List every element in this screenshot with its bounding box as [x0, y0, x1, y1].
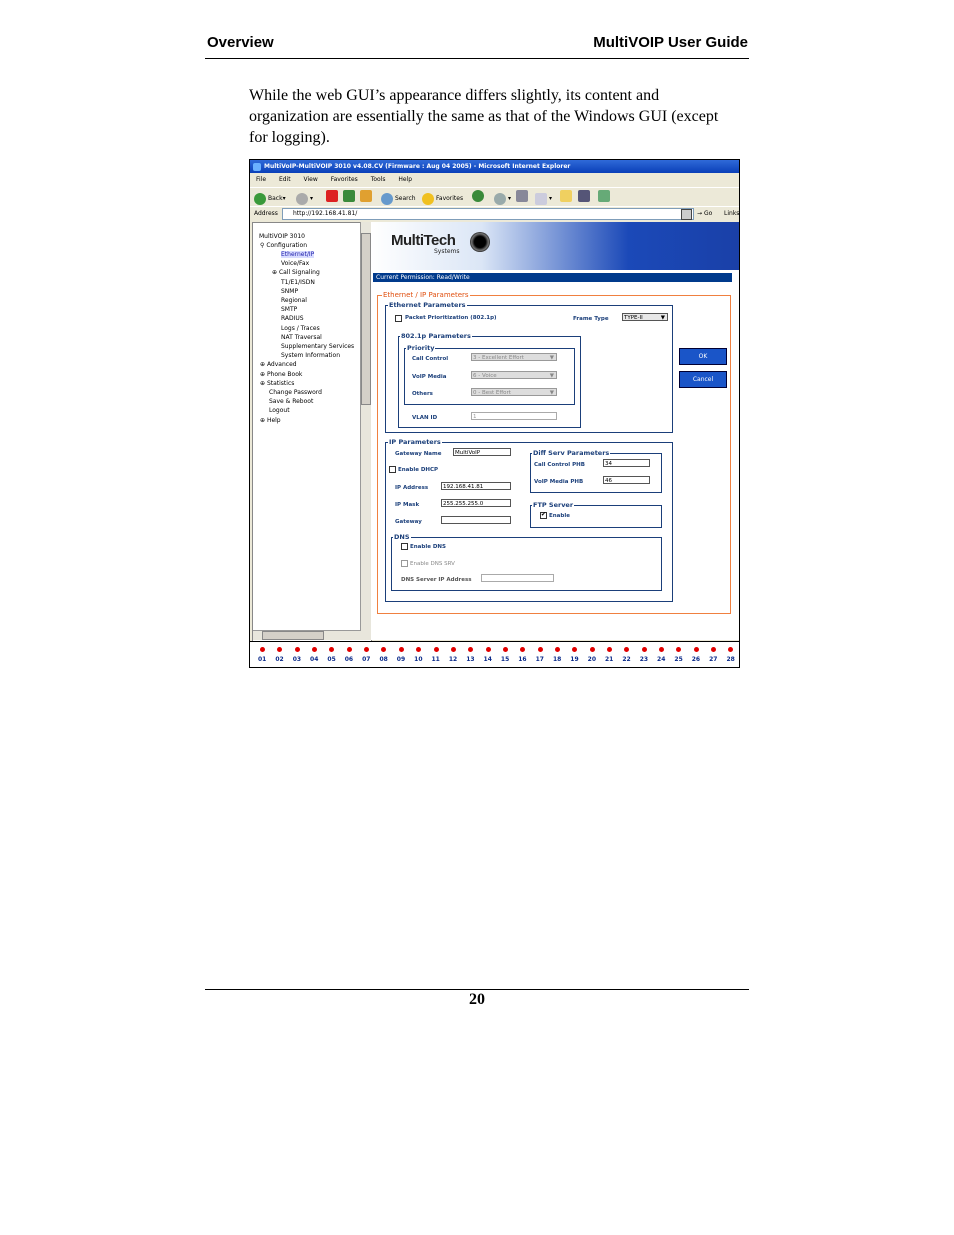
browser-toolbar	[250, 187, 739, 205]
star-icon	[422, 193, 434, 205]
ip-parameters-title: IP Parameters	[389, 438, 441, 446]
channel-number: 01	[258, 656, 267, 663]
enable-dns-label: Enable DNS	[410, 544, 446, 550]
priority-title: Priority	[407, 344, 435, 352]
enable-dhcp-checkbox[interactable]	[389, 466, 396, 473]
menu-bar	[250, 174, 739, 186]
channel-number: 21	[605, 656, 614, 663]
ip-mask-label: IP Mask	[395, 502, 420, 508]
print-button[interactable]	[516, 190, 530, 202]
call-control-phb-label: Call Control PHB	[534, 462, 585, 468]
word-icon	[535, 193, 547, 205]
channel-led-icon	[642, 647, 647, 652]
channel-led-icon	[329, 647, 334, 652]
call-control-phb-input[interactable]: 34	[603, 459, 650, 467]
menu-view[interactable]: View	[303, 176, 318, 183]
channel-number: 07	[362, 656, 371, 663]
call-control-select[interactable]: 3 - Excellent Effort ▼	[471, 353, 557, 361]
permission-bar: Current Permission: Read/Write	[373, 273, 732, 282]
stop-button[interactable]	[326, 190, 340, 202]
forward-arrow-icon	[296, 193, 308, 205]
channel-number: 13	[466, 656, 475, 663]
tree-item-nat-traversal[interactable]: NAT Traversal	[281, 334, 322, 341]
tree-item-voice-fax[interactable]: Voice/Fax	[281, 260, 310, 267]
call-control-label: Call Control	[412, 356, 449, 362]
dns-server-ip-label: DNS Server IP Address	[401, 577, 472, 583]
multitech-globe-icon	[470, 232, 490, 252]
browser-title: MultiVoIP-MultiVOIP 3010 v4.08.CV (Firmware : Aug 04 2005) - Microsoft Internet Explorer	[264, 163, 571, 170]
brand-logo: MultiTech	[391, 232, 456, 249]
address-bar	[250, 206, 739, 220]
web-gui-screenshot	[249, 159, 740, 668]
favorites-button[interactable]: Favorites	[422, 190, 463, 207]
channel-number: 19	[570, 656, 579, 663]
channel-number: 27	[709, 656, 718, 663]
channel-number: 22	[622, 656, 631, 663]
channel-number: 10	[414, 656, 423, 663]
tree-item-system-information[interactable]: System Information	[281, 352, 341, 359]
voip-media-phb-input[interactable]: 46	[603, 476, 650, 484]
ip-mask-input[interactable]: 255.255.255.0	[441, 499, 511, 507]
channel-number: 03	[292, 656, 302, 663]
channel-number: 28	[726, 656, 735, 663]
ok-button[interactable]: OK	[679, 348, 727, 365]
edit-button[interactable]: ▾	[535, 190, 552, 207]
gateway-name-label: Gateway Name	[395, 451, 442, 457]
ftp-enable-checkbox[interactable]	[540, 512, 547, 519]
channel-number: 08	[379, 656, 388, 663]
header-rule	[205, 58, 749, 59]
chevron-down-icon: ▼	[549, 390, 554, 396]
channel-led-icon	[624, 647, 629, 652]
tree-item-call-signaling[interactable]: ⊕ Call Signaling	[272, 269, 320, 276]
intro-paragraph: While the web GUI’s appearance differs slightly, its content and organization are essentially the same as that of the Windows GUI (except for logging).	[249, 87, 719, 146]
gateway-name-input[interactable]: MultiVoIP	[453, 448, 511, 456]
tools-button[interactable]	[598, 190, 612, 202]
gateway-label: Gateway	[395, 519, 422, 525]
channel-led-icon	[312, 647, 317, 652]
tree-item-regional[interactable]: Regional	[281, 297, 307, 304]
tree-item-help[interactable]: ⊕ Help	[260, 417, 281, 424]
channel-led-icon	[503, 647, 508, 652]
frame-type-label: Frame Type	[573, 316, 609, 322]
brand-logo-sub: Systems	[434, 248, 460, 255]
mail-button[interactable]: ▾	[494, 190, 511, 207]
channel-number: 16	[518, 656, 527, 663]
channel-led-icon	[676, 647, 681, 652]
tree-item-logs-traces[interactable]: Logs / Traces	[281, 325, 320, 332]
tree-vertical-scroll-thumb[interactable]	[361, 233, 371, 405]
back-arrow-icon	[254, 193, 266, 205]
channel-led-icon	[486, 647, 491, 652]
tree-item-save-reboot[interactable]: Save & Reboot	[269, 398, 314, 405]
tree-item-t1e1isdn[interactable]: T1/E1/ISDN	[281, 279, 315, 286]
channel-number: 24	[657, 656, 666, 663]
tree-item-logout[interactable]: Logout	[269, 407, 290, 414]
tree-item-configuration[interactable]: ⚲ Configuration	[260, 242, 308, 249]
channel-led-icon	[711, 647, 716, 652]
gateway-input[interactable]	[441, 516, 511, 524]
address-input[interactable]: http://192.168.41.81/	[282, 208, 694, 220]
channel-led-icon	[694, 647, 699, 652]
channel-led-icon	[555, 647, 560, 652]
home-button[interactable]	[360, 190, 374, 202]
tree-item-supplementary-services[interactable]: Supplementary Services	[281, 343, 355, 350]
channel-led-icon	[451, 647, 456, 652]
voip-media-select[interactable]: 6 - Voice ▼	[471, 371, 557, 379]
tree-item-change-password[interactable]: Change Password	[269, 389, 322, 396]
dot1p-parameters-title: 802.1p Parameters	[401, 332, 471, 340]
channel-number: 23	[639, 656, 649, 663]
channel-number: 11	[431, 656, 440, 663]
tree-item-phone-book[interactable]: ⊕ Phone Book	[260, 371, 303, 378]
channel-led-icon	[277, 647, 282, 652]
voip-media-label: VoIP Media	[412, 374, 447, 380]
tree-horizontal-scroll-thumb[interactable]	[262, 631, 324, 640]
panel-title: Ethernet / IP Parameters	[383, 291, 469, 299]
running-header-right: MultiVOIP User Guide	[593, 34, 748, 51]
tools-icon	[598, 190, 610, 202]
channel-led-icon	[295, 647, 300, 652]
folder-icon	[560, 190, 572, 202]
menu-file[interactable]: File	[256, 176, 267, 183]
address-label: Address	[254, 210, 278, 217]
frame-type-select[interactable]: TYPE-II ▼	[622, 313, 668, 321]
others-select[interactable]: 0 - Best Effort ▼	[471, 388, 557, 396]
channel-number: 04	[310, 656, 319, 663]
forward-button[interactable]: ▾	[296, 190, 313, 207]
channel-led-icon	[381, 647, 386, 652]
tree-item-smtp[interactable]: SMTP	[281, 306, 298, 313]
enable-dhcp-label: Enable DHCP	[398, 467, 439, 473]
voip-media-phb-label: VoIP Media PHB	[534, 479, 584, 485]
back-button[interactable]: Back ▾	[254, 190, 286, 207]
menu-favorites[interactable]: Favorites	[330, 176, 358, 183]
channel-number: 20	[587, 656, 596, 663]
channel-led-icon	[538, 647, 543, 652]
dns-title: DNS	[394, 533, 410, 541]
channel-number: 17	[535, 656, 544, 663]
ie-icon	[253, 163, 261, 171]
vlan-id-label: VLAN ID	[412, 415, 438, 421]
channel-number: 06	[344, 656, 354, 663]
footer-rule	[205, 989, 749, 990]
channel-number: 25	[674, 656, 683, 663]
channel-led-icon	[434, 647, 439, 652]
ethernet-parameters-title: Ethernet Parameters	[389, 301, 466, 309]
media-icon	[472, 190, 484, 202]
ip-address-input[interactable]: 192.168.41.81	[441, 482, 511, 490]
channel-number: 02	[275, 656, 284, 663]
channel-led-icon	[399, 647, 404, 652]
packet-prioritization-checkbox[interactable]	[395, 315, 402, 322]
ip-address-label: IP Address	[395, 485, 429, 491]
browser-titlebar	[250, 160, 739, 173]
channel-led-icon	[347, 647, 352, 652]
running-header-left: Overview	[207, 34, 274, 51]
vlan-id-input[interactable]: 1	[471, 412, 557, 420]
menu-help[interactable]: Help	[398, 176, 413, 183]
channel-status-bar	[250, 641, 739, 668]
menu-tools[interactable]: Tools	[370, 176, 386, 183]
channel-number: 05	[327, 656, 336, 663]
channel-number: 12	[448, 656, 458, 663]
chevron-down-icon: ▼	[549, 373, 554, 379]
chevron-down-icon: ▼	[660, 315, 665, 321]
tree-item-statistics[interactable]: ⊕ Statistics	[260, 380, 295, 387]
address-dropdown-arrow-icon[interactable]	[681, 209, 692, 220]
diff-serv-title: Diff Serv Parameters	[533, 449, 610, 457]
refresh-icon	[343, 190, 355, 202]
others-label: Others	[412, 391, 433, 397]
content-frame	[371, 222, 739, 640]
page-number: 20	[469, 991, 485, 1008]
go-button[interactable]: → Go	[697, 210, 713, 217]
enable-dns-checkbox[interactable]	[401, 543, 408, 550]
channel-led-icon	[260, 647, 265, 652]
packet-prioritization-label: Packet Prioritization (802.1p)	[405, 315, 497, 321]
channel-led-icon	[416, 647, 421, 652]
cancel-button[interactable]: Cancel	[679, 371, 727, 388]
channel-number: 15	[500, 656, 510, 663]
tree-item-radius[interactable]: RADIUS	[281, 315, 304, 322]
links-button[interactable]: Links	[724, 210, 740, 217]
messenger-icon	[578, 190, 590, 202]
tree-item-snmp[interactable]: SNMP	[281, 288, 299, 295]
channel-led-icon	[468, 647, 473, 652]
messenger-button[interactable]	[578, 190, 592, 202]
menu-edit[interactable]: Edit	[278, 176, 291, 183]
channel-led-icon	[659, 647, 664, 652]
channel-number: 18	[552, 656, 562, 663]
channel-led-icon	[364, 647, 369, 652]
channel-led-icon	[572, 647, 577, 652]
ftp-server-title: FTP Server	[533, 501, 574, 509]
chevron-down-icon: ▼	[549, 355, 554, 361]
enable-dns-srv-label: Enable DNS SRV	[410, 561, 455, 567]
channel-led-icon	[590, 647, 595, 652]
tree-root[interactable]: MultiVOIP 3010	[259, 233, 305, 240]
channel-led-icon	[728, 647, 733, 652]
tree-item-ethernet-ip[interactable]: Ethernet/IP	[281, 251, 315, 258]
ftp-enable-label: Enable	[549, 513, 570, 519]
search-icon	[381, 193, 393, 205]
channel-led-icon	[607, 647, 612, 652]
tree-item-advanced[interactable]: ⊕ Advanced	[260, 361, 297, 368]
stop-icon	[326, 190, 338, 202]
channel-number: 09	[396, 656, 406, 663]
channel-number: 26	[691, 656, 701, 663]
search-button[interactable]: Search	[381, 190, 416, 207]
channel-number: 14	[483, 656, 492, 663]
mail-icon	[494, 193, 506, 205]
enable-dns-srv-checkbox[interactable]	[401, 560, 408, 567]
printer-icon	[516, 190, 528, 202]
channel-led-icon	[520, 647, 525, 652]
dns-server-ip-input[interactable]	[481, 574, 554, 582]
refresh-button[interactable]	[343, 190, 357, 202]
home-icon	[360, 190, 372, 202]
folder-button[interactable]	[560, 190, 574, 202]
media-button[interactable]	[472, 190, 486, 202]
